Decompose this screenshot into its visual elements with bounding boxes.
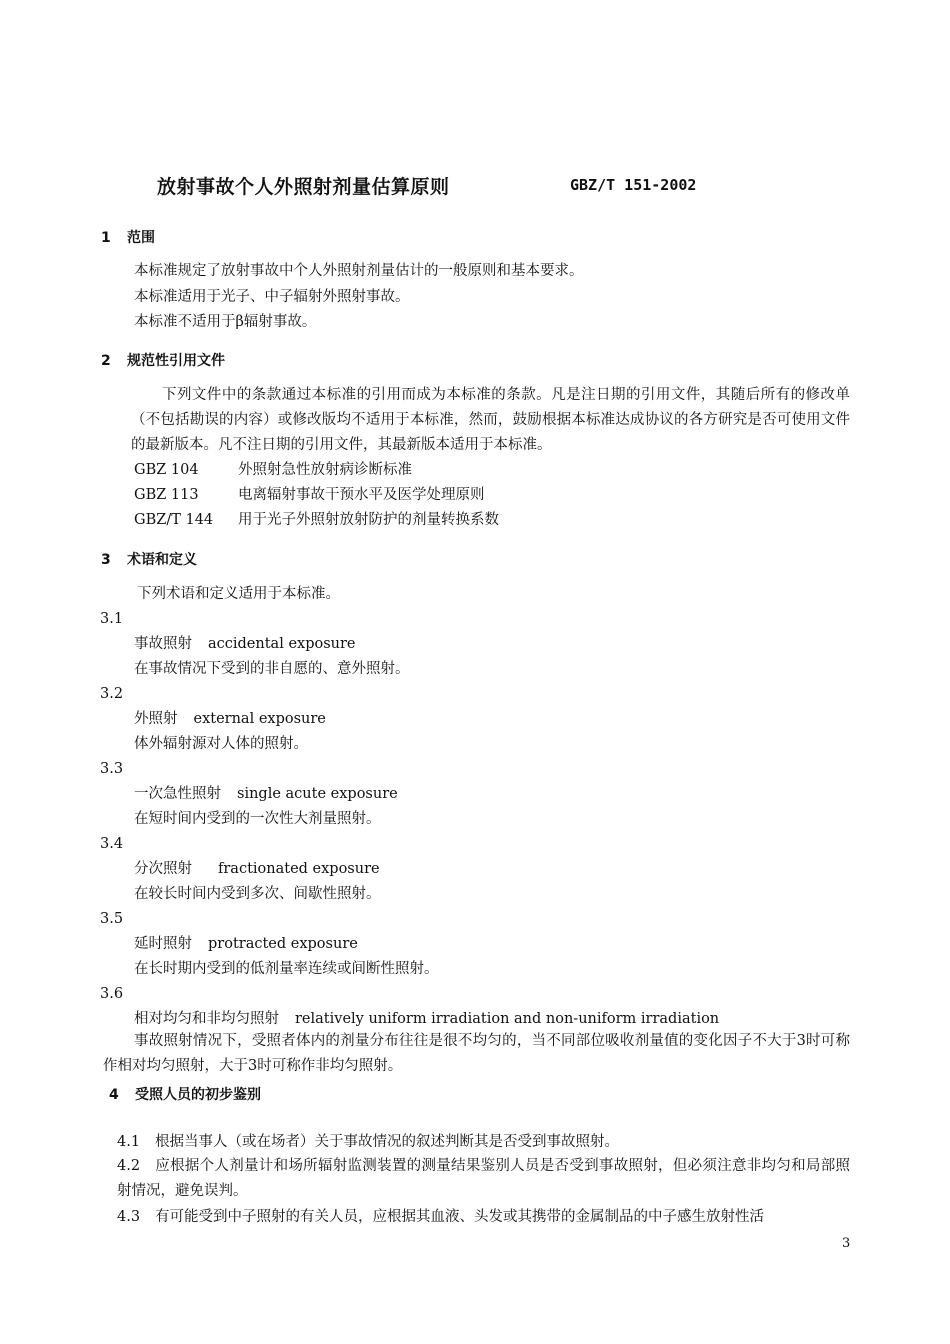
term-name: [134, 634, 356, 654]
term-definition: 在长时期内受到的低剂量率连续或间断性照射。: [134, 961, 439, 977]
reference-row: [134, 510, 499, 530]
section-1-heading: [101, 227, 155, 247]
term-name: [134, 784, 398, 804]
term-cn: 事故照射: [134, 636, 192, 652]
term-name: [134, 934, 358, 954]
intro-paragraph: 下列文件中的条款通过本标准的引用而成为本标准的条款。凡是注日期的引用文件，其随后所有的修改单（不包括勘误的内容）或修改版均不适用于本标准，然而，鼓励根据本标准达成协议的各方研究是否可使用文件的最新版本。凡不注日期的引用文件，其最新版本适用于本标准。: [131, 387, 850, 453]
term-number: 3.1: [100, 611, 124, 627]
term-cn: 一次急性照射: [134, 786, 221, 802]
term-number: 3.2: [100, 686, 124, 702]
section-title: 范围: [127, 230, 155, 246]
clause: [117, 1207, 764, 1227]
term-en: fractionated exposure: [218, 861, 380, 877]
reference-row: [134, 460, 412, 480]
clause-number: 4.3: [117, 1209, 141, 1225]
document-title: 放射事故个人外照射剂量估算原则: [157, 176, 450, 198]
term-en: protracted exposure: [208, 936, 358, 952]
reference-title: 电离辐射事故干预水平及医学处理原则: [238, 487, 485, 503]
term-number: 3.6: [100, 986, 124, 1002]
section-number: 1: [101, 230, 111, 246]
clause-number: 4.1: [117, 1134, 141, 1150]
term-en: accidental exposure: [208, 636, 356, 652]
section-title: 受照人员的初步鉴别: [135, 1087, 261, 1103]
clause-text: 根据当事人（或在场者）关于事故情况的叙述判断其是否受到事故照射。: [155, 1134, 619, 1150]
clause: [117, 1154, 850, 1204]
term-cn: 外照射: [134, 711, 178, 727]
section-title: 规范性引用文件: [127, 353, 225, 369]
clause-text: 有可能受到中子照射的有关人员，应根据其血液、头发或其携带的金属制品的中子感生放射性活: [155, 1209, 764, 1225]
term-definition: 在较长时间内受到多次、间歇性照射。: [134, 886, 381, 902]
section-number: 3: [101, 552, 111, 568]
paragraph: 本标准规定了放射事故中个人外照射剂量估计的一般原则和基本要求。: [134, 263, 584, 279]
term-cn: 相对均匀和非均匀照射: [134, 1011, 279, 1027]
section-4-heading: [109, 1084, 261, 1104]
section-title: 术语和定义: [127, 552, 197, 568]
term-name: [134, 859, 380, 879]
term-name: [134, 1009, 719, 1029]
term-cn: 分次照射: [134, 861, 192, 877]
section-2-heading: [101, 350, 225, 370]
term-number: 3.3: [100, 761, 124, 777]
paragraph: 本标准适用于光子、中子辐射外照射事故。: [134, 289, 410, 305]
term-definition: 在短时间内受到的一次性大剂量照射。: [134, 811, 381, 827]
reference-code: GBZ 104: [134, 462, 199, 478]
term-definition: 事故照射情况下，受照者体内的剂量分布往往是很不均匀的，当不同部位吸收剂量值的变化因子不大于3时可称作相对均匀照射，大于3时可称作非均匀照射。: [103, 1033, 850, 1074]
section-number: 2: [101, 353, 111, 369]
term-cn: 延时照射: [134, 936, 192, 952]
term-definition: 在事故情况下受到的非自愿的、意外照射。: [134, 661, 410, 677]
clause: [117, 1132, 619, 1152]
paragraph: 下列术语和定义适用于本标准。: [137, 586, 340, 602]
clause-number: 4.2: [117, 1158, 141, 1174]
reference-row: [134, 485, 485, 505]
term-en: relatively uniform irradiation and non-uniform irradiation: [295, 1011, 720, 1027]
clause-text: 应根据个人剂量计和场所辐射监测装置的测量结果鉴别人员是否受到事故照射，但必须注意非均匀和局部照射情况，避免误判。: [117, 1158, 850, 1199]
reference-code: GBZ 113: [134, 487, 199, 503]
term-en: single acute exposure: [237, 786, 398, 802]
section-3-heading: [101, 549, 197, 569]
term-definition: 体外辐射源对人体的照射。: [134, 736, 308, 752]
section-number: 4: [109, 1087, 119, 1103]
standard-code: GBZ/T 151-2002: [570, 176, 697, 194]
reference-title: 用于光子外照射放射防护的剂量转换系数: [238, 512, 499, 528]
term-en: external exposure: [193, 711, 326, 727]
page-number: 3: [842, 1236, 851, 1251]
term-number: 3.5: [100, 911, 124, 927]
reference-code: GBZ/T 144: [134, 512, 214, 528]
term-name: [134, 709, 326, 729]
paragraph: 本标准不适用于β辐射事故。: [134, 314, 317, 330]
term-number: 3.4: [100, 836, 124, 852]
reference-title: 外照射急性放射病诊断标准: [238, 462, 412, 478]
